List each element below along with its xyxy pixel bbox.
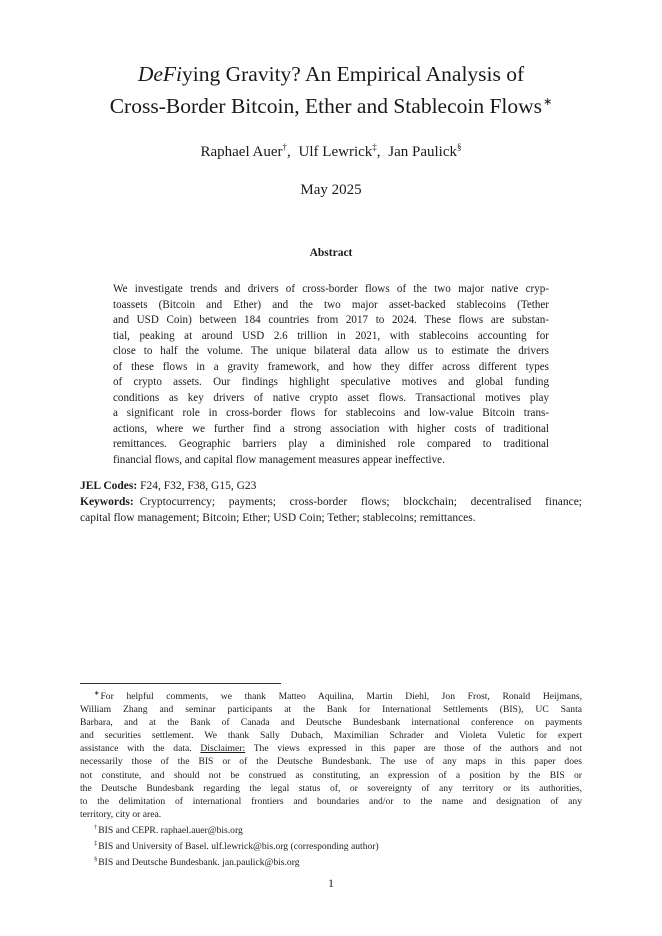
publication-date: May 2025 — [300, 182, 362, 198]
abstract-body — [113, 282, 549, 468]
author-2-footnote-mark[interactable]: ‡ — [372, 142, 377, 152]
footnote-mark-star: ∗ — [94, 690, 100, 697]
affiliation-footnote-3: §BIS and Deutsche Bundesbank. jan.paulick@bis.org — [94, 856, 300, 869]
footnote-line: the Deutsche Bundesbank regarding the legal status of, or sovereignty of any territory or its authorities, — [80, 782, 582, 794]
footnote-line: not constitute, and should not be construed as constituting, an expression of a position by the BIS or — [80, 769, 582, 781]
footnote-line: ∗For helpful comments, we thank Matteo Aquilina, Martin Diehl, Jon Frost, Ronald Heijmans, — [94, 690, 582, 702]
abstract-line: of crypto assets. Our findings highlight speculative motives and global funding — [113, 376, 549, 388]
paper-title — [60, 60, 602, 120]
footnote-line: and securities settlement. We thank Sally Dubach, Maximilian Schrader and Violeta Vuletic for expert — [80, 730, 582, 742]
author-list: Raphael Auer†, Ulf Lewrick‡, Jan Paulick§ — [200, 142, 462, 160]
keywords — [80, 494, 582, 526]
jel-value: F24, F32, F38, G15, G23 — [140, 480, 257, 492]
footnotes — [80, 687, 582, 869]
affiliation-footnote-1: †BIS and CEPR. raphael.auer@bis.org — [94, 823, 243, 836]
title-line-1: DeFiying Gravity? An Empirical Analysis of — [137, 62, 525, 86]
jel-label: JEL Codes: — [80, 480, 138, 492]
footnote-line: William Zhang and seminar participants at the Bank for International Settlements (BIS), UC Santa — [80, 704, 582, 716]
jel-codes — [80, 478, 582, 494]
author-1: Raphael Auer — [200, 144, 283, 160]
disclaimer-label: Disclaimer: — [200, 743, 246, 755]
author-3-footnote-mark[interactable]: § — [457, 142, 462, 152]
title-line-2: Cross-Border Bitcoin, Ether and Stablecoin Flows∗ — [109, 94, 553, 118]
keywords-line-2: capital flow management; Bitcoin; Ether; USD Coin; Tether; stablecoins; remittances. — [80, 512, 476, 524]
footnote-line: assistance with the data. Disclaimer: The views expressed in this paper are those of the authors and not — [80, 743, 582, 755]
author-3: Jan Paulick — [388, 144, 458, 160]
abstract-line: a significant role in cross-border flows for stablecoins and low-value Bitcoin trans- — [113, 407, 549, 419]
footnote-line: necessarily those of the BIS or of the Deutsche Bundesbank. The use of any maps in this paper does — [80, 756, 582, 768]
abstract-line: toassets (Bitcoin and Ether) and the two major asset-backed stablecoins (Tether — [113, 298, 549, 311]
author-2: Ulf Lewrick — [298, 144, 373, 160]
abstract-line: remittances. Geographic barriers play a diminished role compared to traditional — [113, 438, 549, 450]
title-italic-defi: DeFi — [137, 62, 183, 86]
title-footnote-mark[interactable]: ∗ — [543, 96, 553, 108]
abstract-heading: Abstract — [309, 247, 353, 259]
abstract-line: close to half the volume. The unique bilateral data allow us to estimate the drivers — [113, 345, 549, 357]
footnote-line: to the delimitation of international frontiers and boundaries and/or to the name and designation of any — [80, 795, 582, 807]
author-1-footnote-mark[interactable]: † — [282, 142, 288, 152]
abstract-line: actions, where we further find a strong association with higher costs of traditional — [113, 422, 549, 435]
page-number: 1 — [328, 876, 334, 890]
footnote-divider — [80, 683, 281, 684]
affiliation-footnote-2: ‡BIS and University of Basel. ulf.lewrick@bis.org (corresponding author) — [94, 840, 379, 853]
keywords-line-1: Keywords: Cryptocurrency; payments; cross-border flows; blockchain; decentralised finance; — [80, 496, 582, 508]
abstract-line: and USD Coin) between 184 countries from 2017 to 2024. These flows are substan- — [113, 314, 549, 326]
abstract-line: tial, peaking at around USD 2.6 trillion in 2021, with stablecoins accounting for — [113, 329, 549, 342]
abstract-line: financial flows, and capital flow management measures appear ineffective. — [113, 453, 445, 466]
abstract-line: of these flows in a gravity framework, and how they differ across different types — [113, 360, 549, 373]
abstract-line: We investigate trends and drivers of cross-border flows of the two major native cryp- — [113, 283, 549, 295]
footnote-line: Barbara, and at the Bank of Canada and Deutsche Bundesbank international conference on payments — [80, 717, 582, 729]
abstract-line: conditions as key drivers of native crypto asset flows. Transactional motives play — [113, 391, 549, 404]
keywords-label: Keywords: — [80, 496, 134, 508]
footnote-line: territory, city or area. — [80, 808, 162, 820]
